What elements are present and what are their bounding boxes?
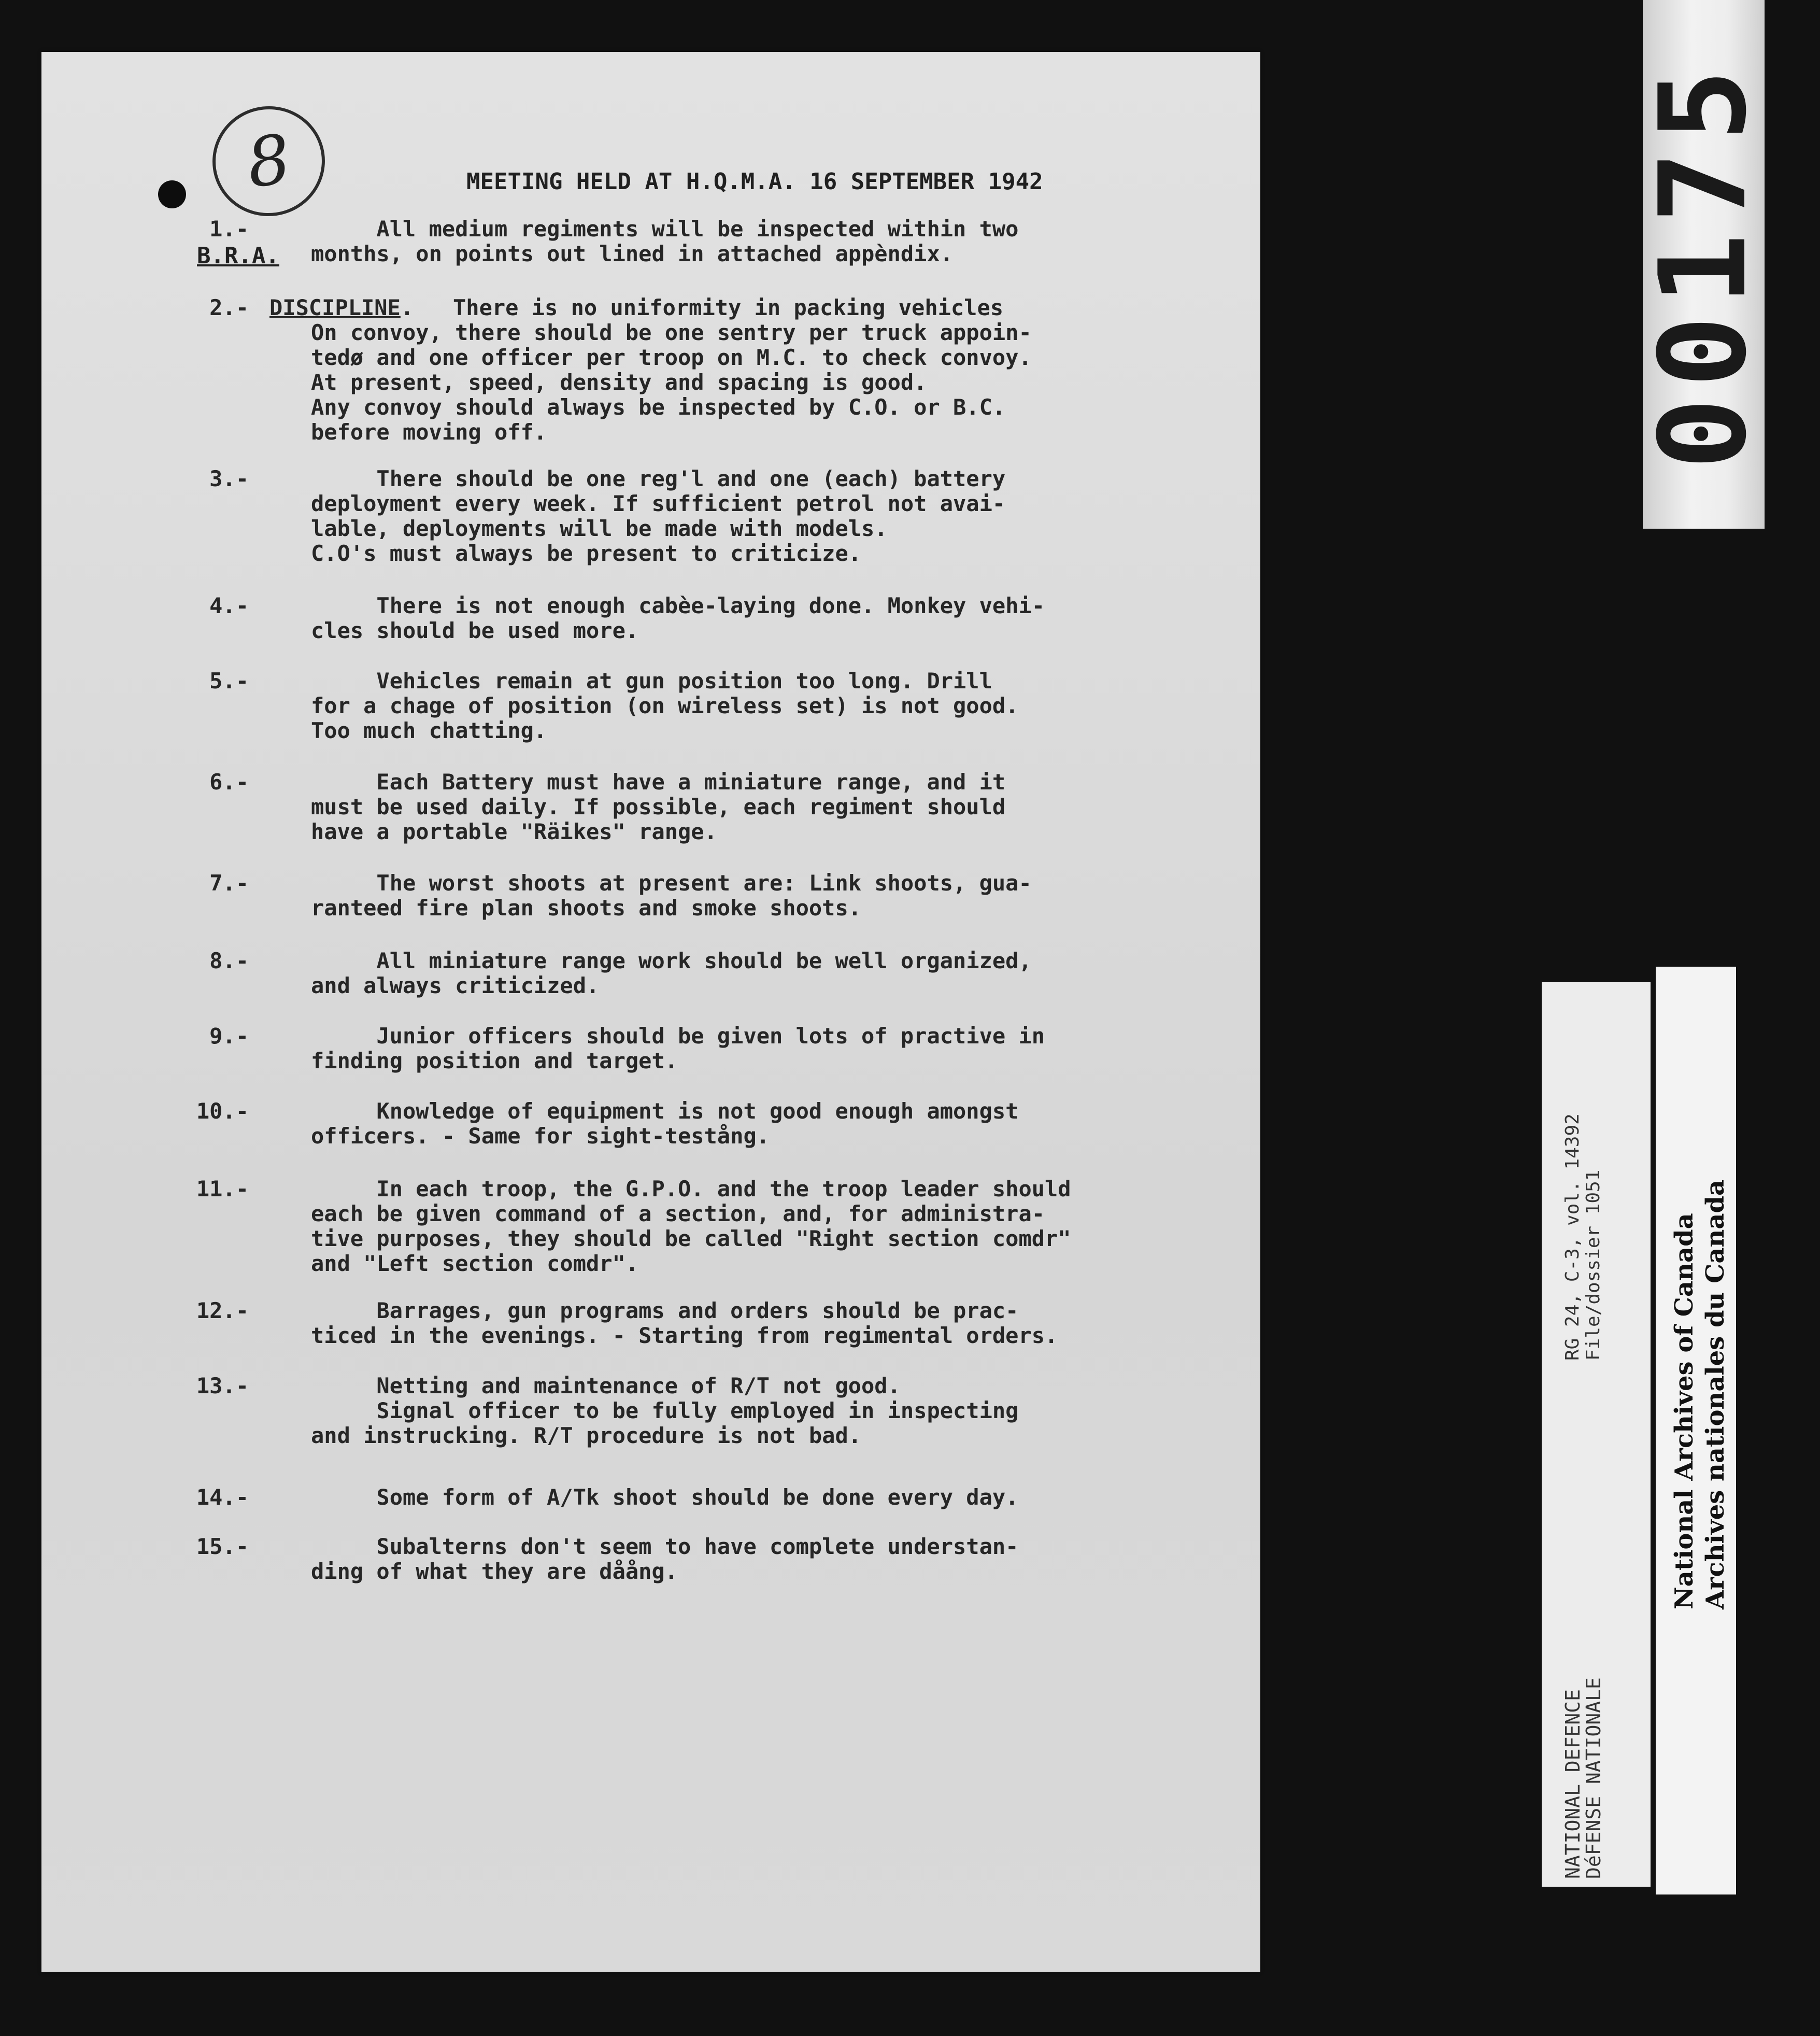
item-line: cles should be used more. <box>311 618 639 643</box>
item-number: 12.- <box>196 1298 249 1323</box>
item-number: 14.- <box>196 1484 249 1510</box>
item-line: Knowledge of equipment is not good enough amongst <box>311 1098 1019 1124</box>
item-text <box>311 1485 1244 1510</box>
document-title: MEETING HELD AT H.Q.M.A. 16 SEPTEMBER 1942 <box>466 168 1043 195</box>
item-line: have a portable "Räikes" range. <box>311 819 717 844</box>
item-number: 11.- <box>196 1176 249 1201</box>
department-en: NATIONAL DEFENCE <box>1561 1689 1584 1879</box>
item-number: 15.- <box>196 1534 249 1559</box>
archive-name-card <box>1656 967 1736 1894</box>
archive-reference-card <box>1542 982 1651 1887</box>
section-heading: B.R.A. <box>197 243 279 269</box>
item-line: There should be one reg'l and one (each) battery <box>311 466 1006 491</box>
item-line: and instrucking. R/T procedure is not bad. <box>311 1423 862 1448</box>
item-line: months, on points out lined in attached appèndix. <box>311 241 954 266</box>
item-number: 3.- <box>209 466 249 491</box>
item-line: before moving off. <box>311 419 547 445</box>
item-text <box>269 295 1202 445</box>
item-line: ranteed fire plan shoots and smoke shoots. <box>311 895 862 921</box>
item-text <box>311 1298 1244 1348</box>
item-line: Each Battery must have a miniature range, and it <box>311 769 1006 795</box>
item-line: All miniature range work should be well organized, <box>311 948 1032 973</box>
circled-page-number: 8 <box>205 99 332 223</box>
item-line: must be used daily. If possible, each regiment should <box>311 794 1006 819</box>
item-line: finding position and target. <box>311 1048 678 1073</box>
item-text <box>311 871 1244 921</box>
item-line: and "Left section comdr". <box>311 1251 639 1276</box>
item-line: Netting and maintenance of R/T not good. <box>311 1373 901 1398</box>
item-line: Too much chatting. <box>311 718 547 743</box>
item-number: 4.- <box>209 593 249 618</box>
item-number: 1.- <box>209 216 249 242</box>
item-line: Subalterns don't seem to have complete understan- <box>311 1534 1019 1559</box>
item-number: 7.- <box>209 870 249 896</box>
item-line: At present, speed, density and spacing is good. <box>311 370 927 395</box>
item-line: deployment every week. If sufficient petrol not avai- <box>311 491 1006 516</box>
item-line: officers. - Same for sight-testång. <box>311 1123 770 1149</box>
item-text <box>311 1024 1244 1073</box>
item-text <box>311 949 1244 998</box>
item-text <box>311 1177 1244 1276</box>
item-line: for a chage of position (on wireless set) is not good. <box>311 693 1019 718</box>
archive-name-fr: Archives nationales du Canada <box>1701 1179 1730 1609</box>
item-line: There is not enough cabèe-laying done. Monkey vehi- <box>311 593 1045 618</box>
reference-record-line: RG 24, C-3, vol. 14392 <box>1562 1113 1583 1361</box>
item-line: In each troop, the G.P.O. and the troop leader should <box>311 1176 1071 1201</box>
item-line: ding of what they are dåång. <box>311 1559 678 1584</box>
item-line: DISCIPLINE. There is no uniformity in packing vehicles <box>269 295 1004 320</box>
item-text <box>311 669 1244 743</box>
item-line: each be given command of a section, and, for administra- <box>311 1201 1045 1226</box>
item-text <box>311 466 1244 566</box>
item-line: tive purposes, they should be called "Right section comdr" <box>311 1226 1071 1251</box>
item-line: Vehicles remain at gun position too long. Drill <box>311 668 992 694</box>
item-line: On convoy, there should be one sentry per truck appoin- <box>311 320 1032 345</box>
item-text <box>311 770 1244 844</box>
item-text <box>311 217 1244 266</box>
item-number: 5.- <box>209 668 249 694</box>
item-line: All medium regiments will be inspected within two <box>311 216 1019 242</box>
item-line: The worst shoots at present are: Link shoots, gua- <box>311 870 1032 896</box>
item-line: C.O's must always be present to criticize. <box>311 541 862 566</box>
item-text <box>311 1374 1244 1448</box>
item-line: ticed in the evenings. - Starting from regimental orders. <box>311 1323 1058 1348</box>
item-text <box>311 593 1244 643</box>
item-line: lable, deployments will be made with models. <box>311 516 888 541</box>
item-number: 10.- <box>196 1098 249 1124</box>
item-number: 6.- <box>209 769 249 795</box>
archive-name <box>1669 1179 1731 1609</box>
item-line: Some form of A/Tk shoot should be done every day. <box>311 1484 1019 1510</box>
item-number: 9.- <box>209 1023 249 1049</box>
item-line: and always criticized. <box>311 973 600 998</box>
item-heading: DISCIPLINE <box>269 295 401 320</box>
item-number: 8.- <box>209 948 249 973</box>
reference-department <box>1562 1589 1604 1879</box>
item-line: Barrages, gun programs and orders should be prac- <box>311 1298 1019 1323</box>
frame-number: 00175 <box>1634 59 1773 470</box>
department-fr: DéFENSE NATIONALE <box>1582 1677 1605 1879</box>
item-line: Any convoy should always be inspected by C.O. or B.C. <box>311 394 1006 420</box>
item-line: Junior officers should be given lots of practive in <box>311 1023 1045 1049</box>
item-number: 2.- <box>209 295 249 320</box>
item-line: tedø and one officer per troop on M.C. to check convoy. <box>311 345 1032 370</box>
reference-record <box>1562 998 1604 1361</box>
archive-name-en: National Archives of Canada <box>1670 1213 1699 1609</box>
item-text <box>311 1534 1244 1584</box>
document-page <box>41 52 1260 1972</box>
reference-file-line: File/dossier 1051 <box>1583 1169 1604 1361</box>
punch-hole <box>158 180 186 208</box>
item-text <box>311 1099 1244 1149</box>
item-line: Signal officer to be fully employed in inspecting <box>311 1398 1019 1423</box>
item-number: 13.- <box>196 1373 249 1398</box>
